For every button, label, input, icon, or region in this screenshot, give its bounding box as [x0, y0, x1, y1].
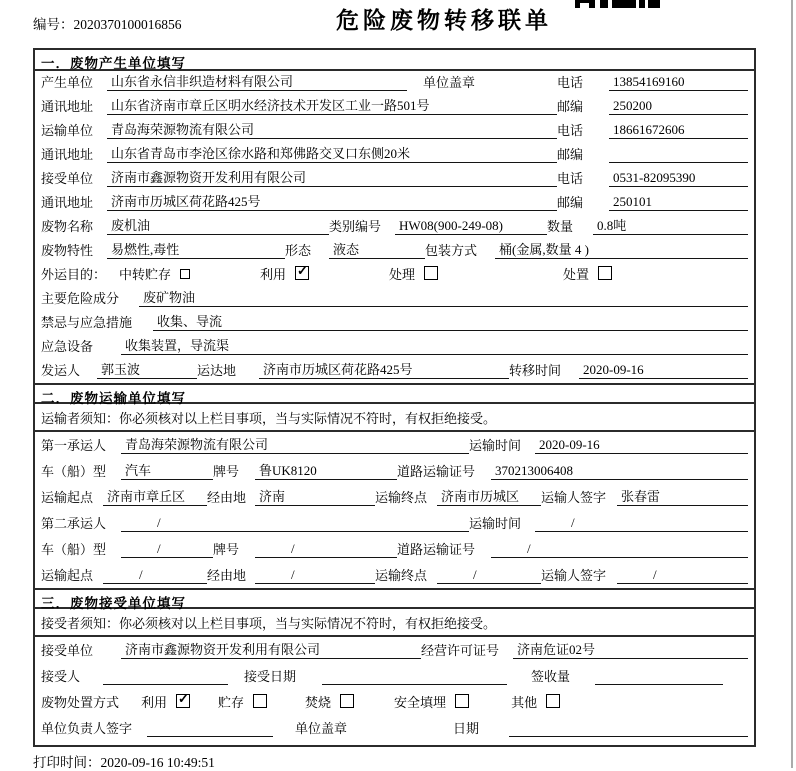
value-road-permit-1: 370213006408 — [491, 463, 748, 480]
qr-block — [575, 0, 595, 8]
section-transporter — [35, 383, 754, 588]
form-row — [35, 71, 754, 95]
label-outbound-purpose: 外运目的： — [41, 267, 107, 282]
value-taboo-measures: 收集、导流 — [153, 311, 748, 331]
value-emergency-equipment: 收集装置，导流渠 — [121, 335, 748, 355]
value-plate-number-1: 鲁UK8120 — [255, 460, 397, 480]
form-row — [35, 484, 754, 510]
form-row — [35, 119, 754, 143]
checkbox-disposal-other — [511, 692, 560, 711]
label-destination: 运达地 — [197, 363, 237, 378]
qr-block — [648, 0, 660, 8]
checkbox-checked-icon — [295, 266, 309, 280]
section-receiver — [35, 588, 754, 745]
value-consignor: 郭玉波 — [97, 359, 197, 379]
label-waste-name: 废物名称 — [41, 219, 94, 234]
value-endpoint-2: / — [437, 567, 541, 584]
label-form-state: 形态 — [285, 243, 312, 258]
label-second-carrier: 第二承运人 — [41, 516, 107, 531]
label-origin-2: 运输起点 — [41, 568, 94, 583]
value-stamp-date — [509, 722, 748, 737]
form-row — [35, 458, 754, 484]
value-transport-address: 山东省青岛市李沧区徐水路和郑佛路交叉口东侧20米 — [107, 143, 557, 163]
value-plate-number-2: / — [255, 541, 397, 558]
form-row — [35, 335, 754, 359]
form-row — [35, 239, 754, 263]
value-receive-date — [322, 670, 507, 685]
checkbox-label: 中转贮存 — [119, 267, 172, 282]
qr-block — [600, 0, 608, 8]
label-stamp-date: 日期 — [453, 721, 480, 736]
label-via-2: 经由地 — [207, 568, 247, 583]
value-receiver-person — [103, 670, 228, 685]
form-row — [35, 715, 754, 741]
label-receive-unit: 接受单位 — [41, 643, 94, 658]
checkbox-transfer-storage — [119, 264, 190, 283]
value-producer-zip: 250200 — [609, 98, 748, 115]
label-quantity: 数量 — [547, 219, 574, 234]
label-receiver-phone: 电话 — [557, 171, 584, 186]
label-origin-1: 运输起点 — [41, 490, 94, 505]
value-receiver-unit: 济南市鑫源物资开发利用有限公司 — [107, 167, 557, 187]
checkbox-label: 处理 — [389, 267, 416, 282]
value-waste-name: 废机油 — [107, 215, 329, 235]
value-main-hazard: 废矿物油 — [139, 287, 748, 307]
value-first-carrier: 青岛海荣源物流有限公司 — [121, 434, 469, 454]
value-transport-phone: 18661672606 — [609, 122, 748, 139]
value-carrier-signature-2: / — [617, 567, 748, 584]
label-transfer-date: 转移时间 — [509, 363, 562, 378]
label-producer-zip: 邮编 — [557, 99, 584, 114]
checkbox-label: 其他 — [511, 695, 538, 710]
value-transport-unit: 青岛海荣源物流有限公司 — [107, 119, 557, 139]
checkbox-dispose — [563, 264, 612, 283]
label-endpoint-2: 运输终点 — [375, 568, 428, 583]
label-consignor: 发运人 — [41, 363, 81, 378]
value-vehicle-type-2: / — [121, 541, 213, 558]
checkbox-unchecked-icon — [598, 266, 612, 280]
value-origin-1: 济南市章丘区 — [103, 486, 207, 506]
value-transport-zip — [609, 148, 748, 163]
label-transport-unit: 运输单位 — [41, 123, 94, 138]
label-producer-address: 通讯地址 — [41, 99, 94, 114]
value-producer-unit: 山东省永信非织造材料有限公司 — [107, 71, 407, 91]
label-receiver-zip: 邮编 — [557, 195, 584, 210]
label-packing-method: 包装方式 — [425, 243, 478, 258]
value-license-number: 济南危证02号 — [513, 639, 748, 659]
value-received-amount — [595, 670, 723, 685]
page-title: 危险废物转移联单 — [336, 8, 552, 33]
value-waste-property: 易燃性,毒性 — [107, 239, 285, 259]
form-row — [35, 562, 754, 588]
serial-number-line — [33, 13, 182, 33]
label-receiver-person: 接受人 — [41, 669, 81, 684]
checkbox-label: 贮存 — [218, 695, 245, 710]
checkbox-label: 焚烧 — [305, 695, 332, 710]
label-vehicle-type-2: 车（船）型 — [41, 542, 107, 557]
form-row — [35, 689, 754, 715]
value-second-carrier: / — [121, 515, 469, 532]
label-taboo-measures: 禁忌与应急措施 — [41, 315, 133, 330]
label-road-permit-2: 道路运输证号 — [397, 542, 476, 557]
form-row — [35, 191, 754, 215]
checkbox-utilize — [260, 264, 309, 283]
checkbox-label: 利用 — [260, 267, 287, 282]
checkbox-disposal-landfill — [394, 692, 469, 711]
value-destination: 济南市历城区荷花路425号 — [259, 359, 509, 379]
value-carrier-signature-1: 张春雷 — [617, 486, 748, 506]
checkbox-unchecked-icon — [253, 694, 267, 708]
value-responsible-signature — [147, 722, 273, 737]
label-license-number: 经营许可证号 — [421, 643, 500, 658]
label-category-code: 类别编号 — [329, 219, 382, 234]
label-plate-number-1: 牌号 — [213, 464, 240, 479]
serial-number: 2020370100016856 — [73, 17, 182, 32]
checkbox-treat — [389, 264, 438, 283]
section-producer-header: 一．废物产生单位填写 — [35, 50, 754, 71]
value-form-state: 液态 — [329, 239, 425, 259]
checkbox-unchecked-icon — [455, 694, 469, 708]
print-time-value: 2020-09-16 10:49:51 — [100, 755, 215, 770]
print-time-label: 打印时间： — [33, 755, 101, 770]
form-row — [35, 510, 754, 536]
form-row — [35, 311, 754, 335]
label-first-carrier: 第一承运人 — [41, 438, 107, 453]
value-receiver-address: 济南市历城区荷花路425号 — [107, 191, 557, 211]
label-receive-date: 接受日期 — [244, 669, 297, 684]
value-road-permit-2: / — [491, 541, 748, 558]
label-unit-stamp: 单位盖章 — [423, 75, 476, 90]
label-main-hazard: 主要危险成分 — [41, 291, 120, 306]
checkbox-unchecked-icon — [424, 266, 438, 280]
form-row — [35, 167, 754, 191]
label-disposal-method: 废物处置方式 — [41, 695, 120, 710]
label-responsible-signature: 单位负责人签字 — [41, 721, 133, 736]
checkbox-label: 安全填埋 — [394, 695, 447, 710]
qr-block — [612, 0, 636, 8]
label-receiver-address: 通讯地址 — [41, 195, 94, 210]
value-producer-phone: 13854169160 — [609, 74, 748, 91]
value-packing-method: 桶(金属,数量 4 ) — [495, 239, 748, 259]
label-endpoint-1: 运输终点 — [375, 490, 428, 505]
value-receive-unit: 济南市鑫源物资开发利用有限公司 — [121, 639, 421, 659]
checkbox-checked-icon — [176, 694, 190, 708]
section-receiver-notice: 接受者须知：你必须核对以上栏目事项，当与实际情况不符时，有权拒绝接受。 — [35, 609, 754, 637]
value-vehicle-type-1: 汽车 — [121, 460, 213, 480]
value-transfer-date: 2020-09-16 — [579, 362, 748, 379]
form-row — [35, 663, 754, 689]
value-endpoint-1: 济南市历城区 — [437, 486, 541, 506]
form-row — [35, 215, 754, 239]
label-transport-zip: 邮编 — [557, 147, 584, 162]
form-row — [35, 536, 754, 562]
label-carrier-signature-2: 运输人签字 — [541, 568, 607, 583]
label-producer-unit: 产生单位 — [41, 75, 94, 90]
form-row — [35, 263, 754, 287]
checkbox-unchecked-icon — [340, 694, 354, 708]
value-receiver-zip: 250101 — [609, 194, 748, 211]
label-transport-address: 通讯地址 — [41, 147, 94, 162]
section-receiver-header: 三．废物接受单位填写 — [35, 588, 754, 609]
section-transporter-notice: 运输者须知：你必须核对以上栏目事项，当与实际情况不符时，有权拒绝接受。 — [35, 404, 754, 432]
label-vehicle-type-1: 车（船）型 — [41, 464, 107, 479]
label-transport-date-1: 运输时间 — [469, 438, 522, 453]
qr-code-fragment — [575, 0, 675, 8]
label-emergency-equipment: 应急设备 — [41, 339, 94, 354]
form-row — [35, 95, 754, 119]
section-producer — [35, 50, 754, 383]
page-right-border — [791, 0, 793, 768]
label-waste-property: 废物特性 — [41, 243, 94, 258]
form-row — [35, 143, 754, 167]
checkbox-unchecked-icon — [546, 694, 560, 708]
form-row — [35, 432, 754, 458]
label-receiver-unit-stamp: 单位盖章 — [295, 721, 348, 736]
value-category-code: HW08(900-249-08) — [395, 218, 547, 235]
form-row — [35, 637, 754, 663]
value-receiver-phone: 0531-82095390 — [609, 170, 748, 187]
label-receiver-unit: 接受单位 — [41, 171, 94, 186]
form-row — [35, 359, 754, 383]
transfer-manifest-form — [33, 48, 756, 747]
label-plate-number-2: 牌号 — [213, 542, 240, 557]
label-producer-phone: 电话 — [557, 75, 584, 90]
label-received-amount: 签收量 — [531, 669, 571, 684]
label-transport-phone: 电话 — [557, 123, 584, 138]
value-quantity: 0.8吨 — [593, 215, 748, 235]
qr-block — [639, 0, 645, 8]
value-via-2: / — [255, 567, 375, 584]
value-via-1: 济南 — [255, 486, 375, 506]
section-transporter-header: 二．废物运输单位填写 — [35, 383, 754, 404]
value-origin-2: / — [103, 567, 207, 584]
label-road-permit-1: 道路运输证号 — [397, 464, 476, 479]
label-carrier-signature-1: 运输人签字 — [541, 490, 607, 505]
checkbox-unchecked-icon — [180, 269, 190, 279]
value-transport-date-2: / — [535, 515, 748, 532]
checkbox-label: 利用 — [141, 695, 168, 710]
label-transport-date-2: 运输时间 — [469, 516, 522, 531]
checkbox-label: 处置 — [563, 267, 590, 282]
form-row — [35, 287, 754, 311]
value-transport-date-1: 2020-09-16 — [535, 437, 748, 454]
checkbox-disposal-utilize — [141, 692, 190, 711]
checkbox-disposal-store — [218, 692, 267, 711]
print-time-line — [33, 751, 215, 771]
checkbox-disposal-incinerate — [305, 692, 354, 711]
serial-label: 编号： — [33, 17, 74, 32]
label-via-1: 经由地 — [207, 490, 247, 505]
value-producer-address: 山东省济南市章丘区明水经济技术开发区工业一路501号 — [107, 95, 557, 115]
